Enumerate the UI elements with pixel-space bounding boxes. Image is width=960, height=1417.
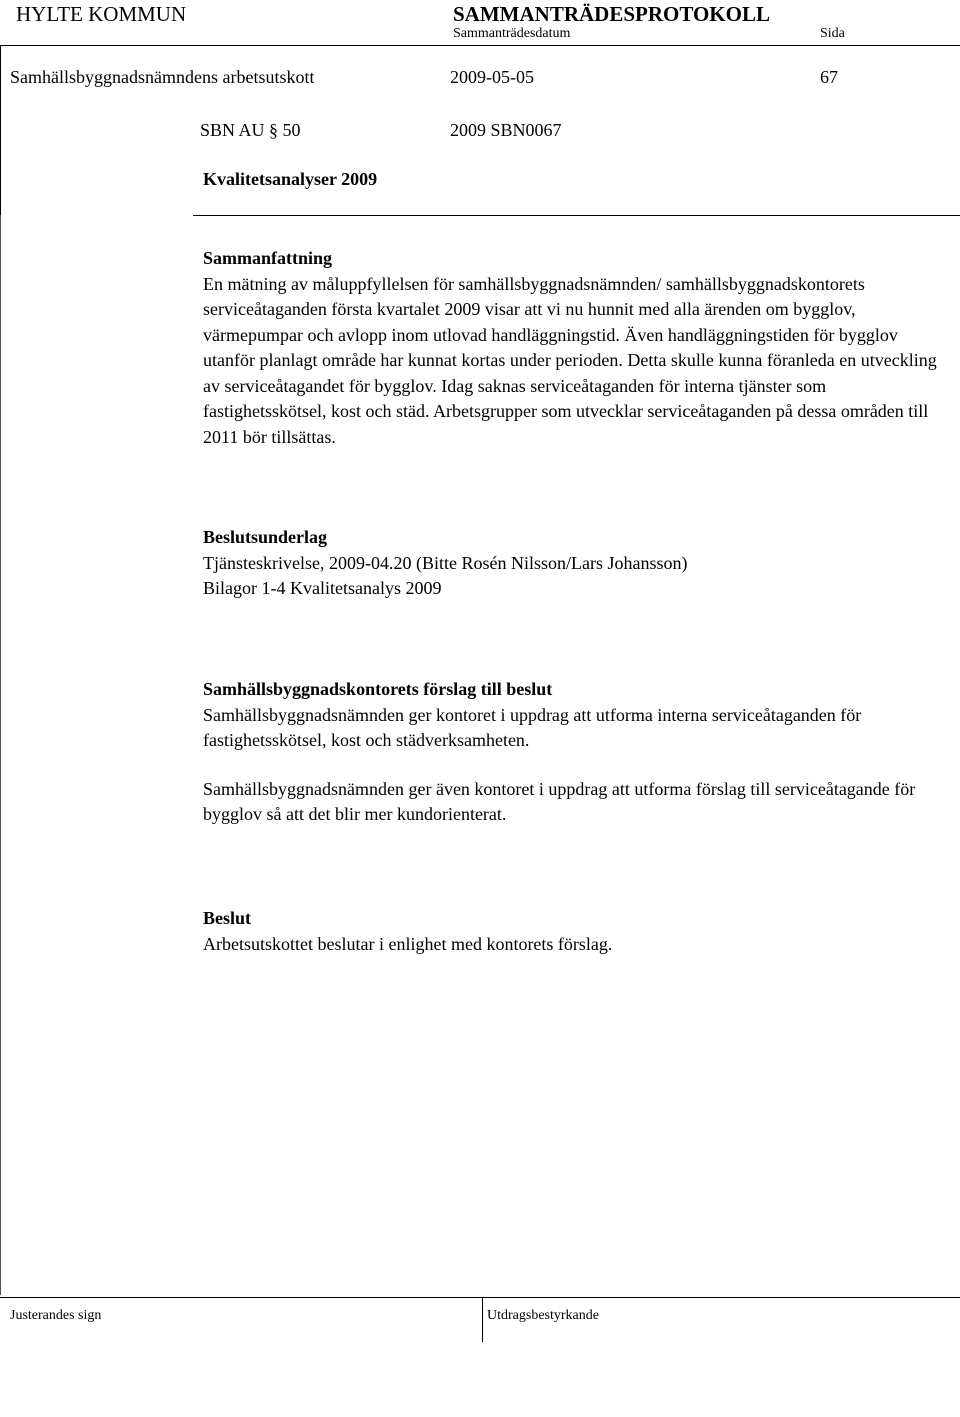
summary-heading: Sammanfattning <box>203 248 333 268</box>
meeting-date: 2009-05-05 <box>450 67 534 87</box>
decision-heading: Beslut <box>203 908 252 928</box>
page-number: 67 <box>820 67 838 87</box>
page-label: Sida <box>820 26 845 41</box>
proposal-heading: Samhällsbyggnadskontorets förslag till beslut <box>203 679 553 699</box>
meeting-date-label: Sammanträdesdatum <box>453 26 571 41</box>
basis-line-1: Tjänsteskrivelse, 2009-04.20 (Bitte Rosén Nilsson/Lars Johansson) <box>203 552 688 573</box>
basis-line-2: Bilagor 1-4 Kvalitetsanalys 2009 <box>203 578 442 598</box>
decision-text: Arbetsutskottet beslutar i enlighet med kontorets förslag. <box>203 933 613 954</box>
decision-section <box>203 906 948 957</box>
proposal-section <box>203 677 948 828</box>
case-number: SBN AU § 50 <box>200 120 301 140</box>
basis-heading: Beslutsunderlag <box>203 527 328 547</box>
header-divider <box>0 45 960 46</box>
summary-section <box>203 246 948 450</box>
footer-justerandes-sign: Justerandes sign <box>10 1308 102 1323</box>
subject-title: Kvalitetsanalyser 2009 <box>203 169 378 189</box>
left-frame-top <box>0 45 1 215</box>
summary-text: En mätning av måluppfyllelsen för samhällsbyggnadsnämnden/ samhällsbyggnadskontorets serviceåtaganden första kvartalet 2009 visar att vi nu hunnit med alla ärenden om bygglov, värmepumpar och avlopp inom utlovad handläggningstid. Även handläggningstiden för bygglov utanför planlagt område har kunnat kortas under perioden. Detta skulle kunna föranleda en utveckling av serviceåtagandet för bygglov. Idag saknas serviceåtaganden för interna tjänster som fastighetsskötsel, kost och städ. Arbetsgrupper som utvecklar serviceåtaganden på dessa områden till 2011 bör tillsättas. <box>203 273 937 447</box>
basis-section <box>203 525 948 602</box>
committee-name: Samhällsbyggnadsnämndens arbetsutskott <box>10 67 315 87</box>
footer-separator <box>482 1297 483 1342</box>
document-type: SAMMANTRÄDESPROTOKOLL <box>453 2 770 26</box>
footer-divider <box>0 1297 960 1298</box>
diary-number: 2009 SBN0067 <box>450 120 562 140</box>
proposal-paragraph-1: Samhällsbyggnadsnämnden ger kontoret i uppdrag att utforma interna serviceåtaganden för fastighetsskötsel, kost och städverksamheten. <box>203 704 862 750</box>
municipality-name: HYLTE KOMMUN <box>16 2 187 26</box>
proposal-paragraph-2: Samhällsbyggnadsnämnden ger även kontoret i uppdrag att utforma förslag till serviceåtagande för bygglov så att det blir mer kundorienterat. <box>203 778 916 824</box>
meta-divider <box>193 215 960 216</box>
left-frame-body <box>0 215 1 1295</box>
footer-utdragsbestyrkande: Utdragsbestyrkande <box>487 1308 599 1323</box>
